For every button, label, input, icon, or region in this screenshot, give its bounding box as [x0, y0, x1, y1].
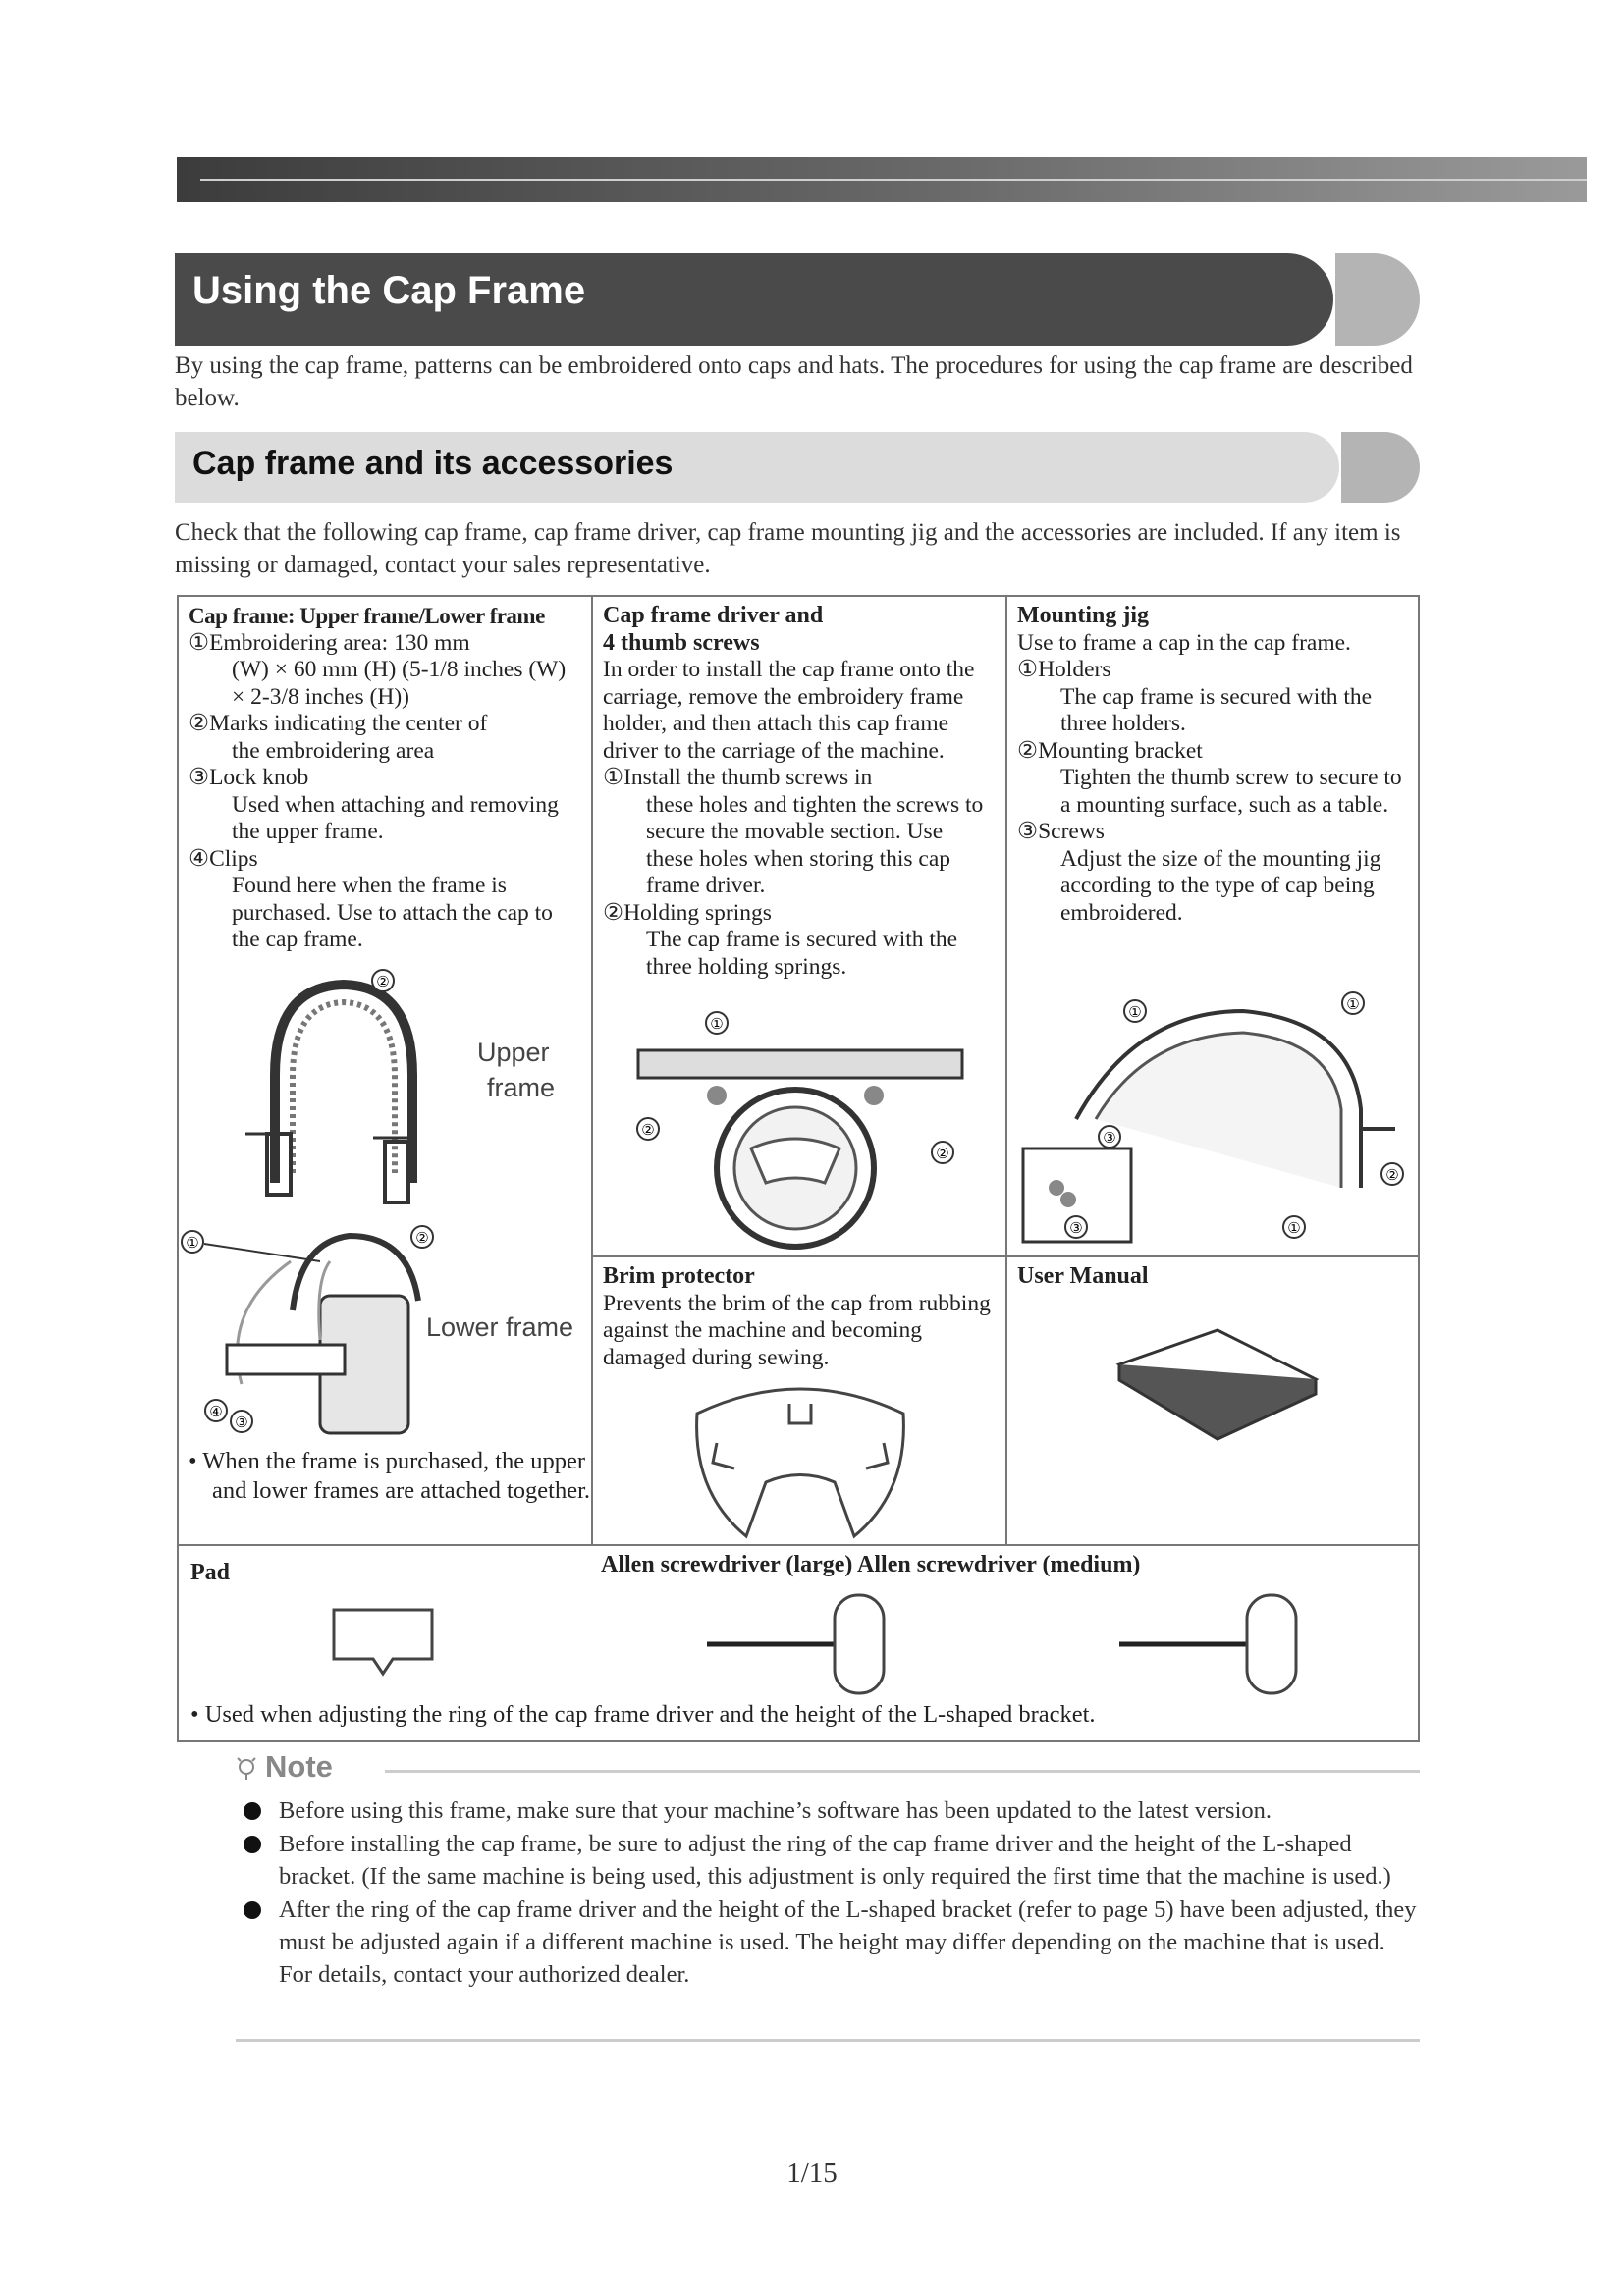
driver-callout-2a-text: ② — [641, 1121, 655, 1139]
section-intro: Check that the following cap frame, cap frame driver, cap frame mounting jig and the accessories are included. If any item is missing or damaged, contact your sales representative. — [175, 519, 1401, 578]
cap-frame-item-4-desc: Found here when the frame is purchased. Use to attach the cap to the cap frame. — [232, 873, 553, 952]
jig-illustration — [1017, 991, 1410, 1252]
cap-frame-heading: Cap frame: Upper frame/Lower frame — [189, 604, 545, 628]
brim-desc: Prevents the brim of the cap from rubbing against the machine and becoming damaged during sewing. — [603, 1290, 991, 1370]
page-title: Using the Cap Frame — [192, 269, 586, 312]
note-icon — [234, 1753, 259, 1781]
screwdriver-heading: Allen screwdriver (large) Allen screwdriver (medium) — [601, 1552, 1141, 1577]
cap-frame-bullet: • When the frame is purchased, the upper and lower frames are attached together. — [189, 1448, 591, 1504]
brim-shape — [697, 1389, 904, 1536]
cap-frame-item-4: ④Clips — [189, 845, 258, 872]
pad-shape — [334, 1610, 432, 1674]
cap-frame-item-3-desc: Used when attaching and removing the upper frame. — [232, 791, 559, 844]
upper-frame-teeth — [293, 1002, 395, 1173]
jig-callout-3a-text: ③ — [1103, 1129, 1116, 1147]
driver-item-1: ①Install the thumb screws in — [603, 765, 873, 790]
section-cap — [1341, 432, 1420, 503]
callout-1-leader — [204, 1244, 320, 1261]
callout-2b-text: ② — [415, 1229, 429, 1247]
holding-spring-left — [707, 1086, 727, 1105]
driver-desc: In order to install the cap frame onto the carriage, remove the embroidery frame holder, and then attach this cap frame driver to the carriage of the machine. — [603, 657, 975, 764]
screwdriver-medium-handle — [1247, 1595, 1296, 1693]
pad-illustration — [324, 1600, 442, 1683]
cap-frame-item-2-desc: the embroidering area — [232, 737, 435, 764]
driver-item-2: ②Holding springs — [603, 899, 772, 926]
note-list — [244, 1794, 1422, 1992]
note-item: After the ring of the cap frame driver and the height of the L-shaped bracket (refer to page 5) have been adjusted, they must be adjusted again if a different machine is used. The height may differ depending on the machine that is used. For details, contact your authorized dealer. — [244, 1894, 1422, 1991]
driver-illustration — [628, 1011, 982, 1247]
jig-screw-2 — [1060, 1192, 1076, 1207]
screwdriver-large-handle — [835, 1595, 884, 1693]
driver-cross — [751, 1139, 839, 1183]
driver-item-1-desc: these holes and tighten the screws to secure the movable section. Use these holes when storing this cap frame driver. — [646, 791, 984, 898]
callout-4-text: ④ — [209, 1403, 223, 1420]
jig-item-2-desc: Tighten the thumb screw to secure to a mounting surface, such as a table. — [1060, 765, 1402, 818]
section-heading — [175, 432, 1420, 503]
note-item: Before using this frame, make sure that your machine’s software has been updated to the latest version. — [244, 1794, 1422, 1827]
note-end-divider — [236, 2039, 1420, 2042]
page-heading — [175, 253, 1420, 346]
intro-text: By using the cap frame, patterns can be embroidered onto caps and hats. The procedures for using the cap frame are described below. — [175, 352, 1413, 411]
callout-2-text: ② — [376, 973, 390, 990]
jig-desc: Use to frame a cap in the cap frame. — [1017, 629, 1351, 656]
callout-1-text: ① — [186, 1234, 199, 1252]
pad-heading: Pad — [190, 1560, 231, 1585]
jig-callout-2-text: ② — [1385, 1166, 1399, 1184]
screwdriver-large-illustration — [707, 1590, 903, 1698]
upper-frame-illustration — [236, 967, 452, 1212]
cap-frame-item-2: ②Marks indicating the center of — [189, 711, 488, 736]
holding-spring-right — [864, 1086, 884, 1105]
jig-screw-1 — [1049, 1180, 1064, 1196]
lower-frame-illustration — [183, 1222, 438, 1448]
lower-frame-bracket — [227, 1345, 345, 1374]
screwdriver-medium-illustration — [1119, 1590, 1316, 1698]
cap-frame-item-1: ①Embroidering area: 130 mm — [189, 629, 470, 656]
driver-callout-1-text: ① — [710, 1015, 724, 1033]
heading-cap — [1335, 253, 1420, 346]
jig-callout-3b-text: ③ — [1069, 1219, 1083, 1237]
page-number: 1/15 — [786, 2158, 838, 2189]
note-title: Note — [265, 1749, 333, 1784]
driver-rail — [638, 1050, 962, 1078]
note-item: Before installing the cap frame, be sure to adjust the ring of the cap frame driver and the height of the L-shaped bracket. (If the same machine is being used, this adjustment is only required the first time that the machine is used.) — [244, 1828, 1422, 1893]
jig-item-1-desc: The cap frame is secured with the three holders. — [1060, 683, 1373, 736]
jig-callout-1a-text: ① — [1128, 1003, 1142, 1021]
manual-illustration — [1110, 1325, 1326, 1453]
top-banner-line — [200, 179, 1587, 181]
brim-illustration — [687, 1374, 913, 1541]
note-divider — [385, 1770, 1420, 1773]
jig-item-2: ②Mounting bracket — [1017, 737, 1203, 764]
cap-frame-item-3: ③Lock knob — [189, 765, 309, 790]
upper-frame-label: Upper frame — [477, 1038, 556, 1102]
brim-heading: Brim protector — [603, 1263, 755, 1289]
driver-heading-1: Cap frame driver and — [603, 603, 824, 628]
accessories-bullet: • Used when adjusting the ring of the cap frame driver and the height of the L-shaped bracket. — [190, 1701, 1096, 1728]
callout-3-text: ③ — [235, 1414, 248, 1431]
jig-item-3: ③Screws — [1017, 819, 1105, 844]
jig-heading: Mounting jig — [1017, 603, 1150, 628]
section-title: Cap frame and its accessories — [192, 445, 674, 482]
lower-frame-label: Lower frame — [426, 1312, 574, 1342]
manual-heading: User Manual — [1017, 1263, 1149, 1289]
driver-item-2-desc: The cap frame is secured with the three holding springs. — [646, 927, 958, 980]
jig-item-3-desc: Adjust the size of the mounting jig according to the type of cap being embroidered. — [1060, 845, 1381, 926]
jig-callout-1b-text: ① — [1346, 995, 1360, 1013]
top-banner — [177, 157, 1587, 202]
jig-callout-1c-text: ① — [1287, 1219, 1301, 1237]
driver-callout-2b-text: ② — [936, 1145, 949, 1162]
driver-heading-2: 4 thumb screws — [603, 629, 760, 656]
jig-item-1: ①Holders — [1017, 657, 1111, 682]
cap-frame-item-1-desc: (W) × 60 mm (H) (5-1/8 inches (W) × 2-3/8 inches (H)) — [232, 657, 567, 710]
